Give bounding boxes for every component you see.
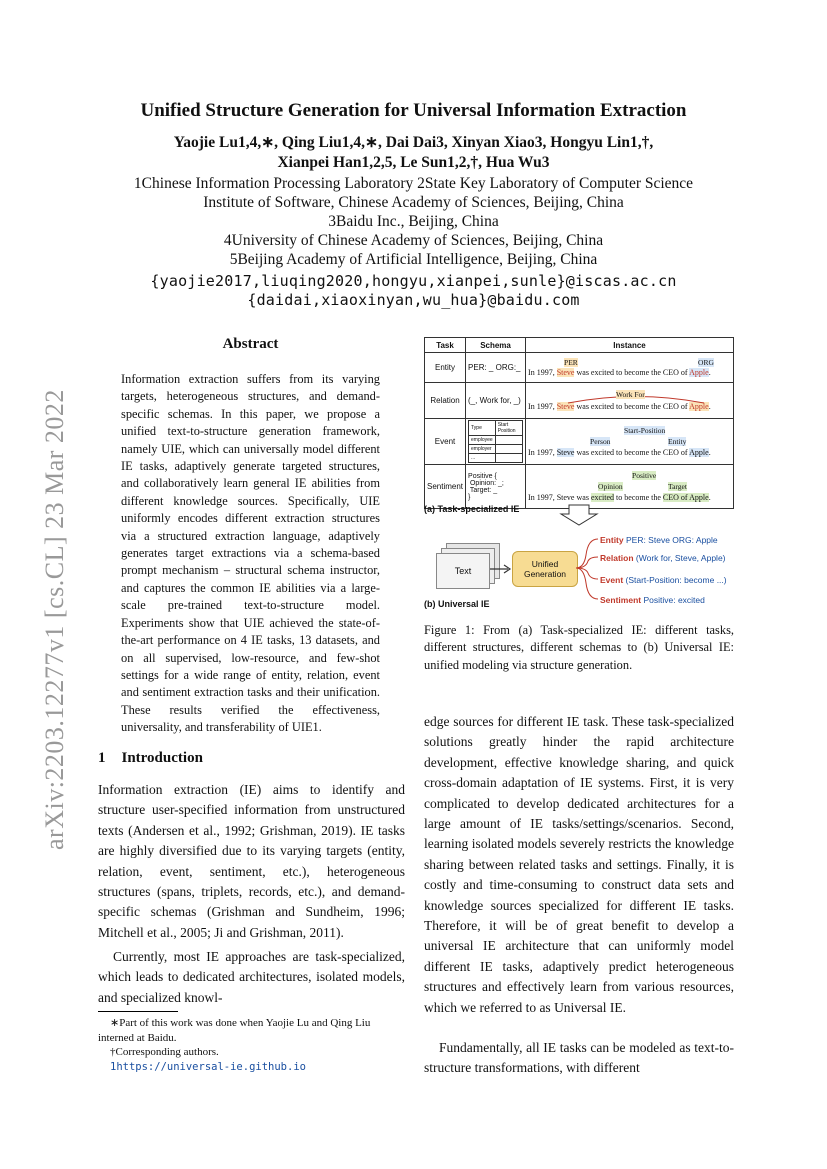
task-cell: Sentiment	[425, 465, 466, 509]
figure-1	[424, 337, 734, 609]
universal-ie-diagram	[436, 535, 736, 623]
grid-cell: Start Position	[495, 421, 522, 436]
sentence-prefix: In 1997,	[528, 493, 555, 502]
table-header: Instance	[526, 338, 734, 353]
right-paragraph-2: Fundamentally, all IE tasks can be modeled as text-to-structure transformations, with different	[424, 1040, 734, 1076]
label-a: (a) Task-specialized IE	[424, 504, 520, 514]
span-steve: Steve	[556, 402, 575, 411]
task-cell: Event	[425, 419, 466, 465]
tag-per: PER	[564, 358, 578, 367]
span-steve: Steve	[556, 368, 575, 377]
abstract-text: Information extraction suffers from its varying targets, heterogeneous structures, and demand-specific schemas. In this paper, we propose a unified text-to-structure generation framework, namely UIE, which can universally model different IE tasks, adaptively generate targeted structures, and collaboratively learn general IE abilities from different knowledge sources. Specifically, UIE uniformly encodes different extraction structures via a structured extraction language, adaptively generates target extractions via a schema-based prompt mechanism – structural schema instructor, and captures the common IE abilities via a large-scale pre-trained text-to-structure model. Experiments show that UIE achieved the state-of-the-art performance on 4 IE tasks, 13 datasets, and on all supervised, low-resource, and few-shot settings for a wide range of entity, relation, event and sentiment extraction tasks and their unification. These results verified the effectiveness, universality, and transferability of UIE1.	[121, 372, 380, 735]
intro-paragraph-1: Information extraction (IE) aims to identify and structure user-specified information from unstructured texts (Andersen et al., 1992; Grishman, 2019). IE tasks are highly diversified due to its varying targets (entity, relation, event, sentiment, etc.), heterogeneous structures (spans, triplets, records, etc.), and demand-specific schemas (Grishman and Sundheim, 1996; Mitchell et al., 2005; Ji and Grishman, 2011).	[98, 782, 405, 940]
footnote-2: †Corresponding authors.	[110, 1046, 219, 1058]
affiliation-5: 5Beijing Academy of Artificial Intelligence, Beijing, China	[229, 251, 598, 268]
tag-opinion: Opinion	[598, 482, 623, 491]
sentence-prefix: In 1997,	[528, 368, 555, 377]
span-steve: Steve	[556, 493, 575, 502]
sentence-prefix: In 1997,	[528, 448, 555, 457]
label-b: (b) Universal IE	[424, 599, 490, 609]
affiliation-3: 3Baidu Inc., Beijing, China	[328, 213, 499, 230]
tag-positive: Positive	[632, 471, 657, 480]
schema-cell	[466, 419, 526, 465]
span-apple: Apple	[689, 448, 709, 457]
figure-caption: Figure 1: From (a) Task-specialized IE: different tasks, different structures, different schemas to (b) Universal IE: unified modeling via structure generation.	[424, 623, 734, 672]
section-number: 1	[98, 750, 106, 766]
text-box: Text	[436, 553, 490, 589]
right-arrow-icon	[490, 563, 512, 575]
unified-generation-box: Unified Generation	[512, 551, 578, 587]
section-heading	[98, 750, 203, 767]
instance-cell: Start-Position Person Entity In 1997, Steve was excited to become the CEO of Apple.	[526, 419, 734, 465]
footnote-rule	[98, 1011, 178, 1012]
footnote-1: ∗Part of this work was done when Yaojie Lu and Qing Liu interned at Baidu.	[98, 1017, 371, 1044]
grid-cell: employee	[469, 436, 496, 445]
grid-cell: Type	[469, 421, 496, 436]
task-cell: Relation	[425, 383, 466, 419]
affiliation-2: Institute of Software, Chinese Academy of Sciences, Beijing, China	[203, 194, 624, 211]
sentence-mid: was excited to become the CEO of	[576, 368, 688, 377]
sentence-mid: was excited to become the CEO of	[576, 448, 688, 457]
task-table	[424, 337, 734, 509]
grid-cell: employer	[469, 445, 496, 454]
arxiv-side-label: arXiv:2203.12277v1 [cs.CL] 23 Mar 2022	[40, 389, 69, 850]
task-cell: Entity	[425, 353, 466, 383]
affiliation-4: 4University of Chinese Academy of Sciences, Beijing, China	[223, 232, 604, 249]
table-row	[425, 383, 734, 419]
output-relation: Relation (Work for, Steve, Apple)	[600, 553, 726, 563]
instance-cell: Positive Opinion Target In 1997, Steve was excited to become the CEO of Apple.	[526, 465, 734, 509]
right-paragraph-1: edge sources for different IE task. These task-specialized solutions greatly hinder the rapid architecture development, effective knowledge sharing, and quick cross-domain adaptation of IE systems. First, it is very complicated to develop dedicated architectures for a large amount of IE tasks/settings/scenarios. Second, learning isolated models severely restricts the knowledge sharing between related tasks and settings. Finally, it is costly and time-consuming to construct data sets and knowledge sources specialized for different IE tasks. Therefore, it will be of great benefit to develop a universal IE architecture that can uniformly model different IE tasks, adaptively predict heterogeneous structures and effectively learn from various resources, which we referred to as Universal IE.	[424, 714, 734, 1015]
sentence-mid: was excited to become the CEO of	[576, 402, 688, 411]
authors-line-2: Xianpei Han1,2,5, Le Sun1,2,†, Hua Wu3	[277, 154, 550, 171]
table-header: Task	[425, 338, 466, 353]
tag-target: Target	[668, 482, 687, 491]
schema-cell: (_, Work for, _)	[466, 383, 526, 419]
span-apple: Apple	[689, 402, 709, 411]
schema-cell: Positive { Opinion: _; Target: _ }	[466, 465, 526, 509]
instance-cell: Work For In 1997, Steve was excited to become the CEO of Apple.	[526, 383, 734, 419]
tag-entity: Entity	[668, 437, 687, 446]
abstract-heading: Abstract	[222, 336, 279, 352]
table-header: Schema	[466, 338, 526, 353]
output-entity: Entity PER: Steve ORG: Apple	[600, 535, 718, 545]
schema-cell: PER: _ ORG:_	[466, 353, 526, 383]
output-sentiment: Sentiment Positive: excited	[600, 595, 705, 605]
footnote-3-link[interactable]: 1https://universal-ie.github.io	[110, 1061, 306, 1073]
event-schema-grid	[468, 420, 523, 463]
down-arrow-icon	[559, 504, 599, 526]
email-line-2: {daidai,xiaoxinyan,wu_hua}@baidu.com	[247, 291, 580, 309]
output-branch-arrows	[576, 535, 600, 605]
tag-org: ORG	[698, 358, 714, 367]
span-steve: Steve	[556, 448, 575, 457]
table-header-row	[425, 338, 734, 353]
affiliation-1: 1Chinese Information Processing Laboratory 2State Key Laboratory of Computer Science	[133, 175, 694, 192]
email-line-1: {yaojie2017,liuqing2020,hongyu,xianpei,sunle}@iscas.ac.cn	[150, 272, 677, 290]
table-row	[425, 419, 734, 465]
tag-work-for: Work For	[616, 390, 645, 399]
intro-paragraph-2: Currently, most IE approaches are task-specialized, which leads to dedicated architectures, isolated models, and specialized knowl-	[98, 949, 405, 1005]
tag-person: Person	[590, 437, 611, 446]
instance-cell: PER ORG In 1997, Steve was excited to become the CEO of Apple.	[526, 353, 734, 383]
authors-line-1: Yaojie Lu1,4,∗, Qing Liu1,4,∗, Dai Dai3, Xinyan Xiao3, Hongyu Lin1,†,	[173, 134, 654, 151]
grid-cell: ...	[469, 454, 496, 463]
table-row	[425, 465, 734, 509]
tag-start-position: Start-Position	[624, 426, 666, 435]
span-apple: Apple	[689, 368, 709, 377]
output-event: Event (Start-Position: become ...)	[600, 575, 727, 585]
paper-title: Unified Structure Generation for Universal Information Extraction	[140, 100, 687, 121]
table-row	[425, 353, 734, 383]
sentence-prefix: In 1997,	[528, 402, 555, 411]
section-title: Introduction	[121, 750, 203, 766]
